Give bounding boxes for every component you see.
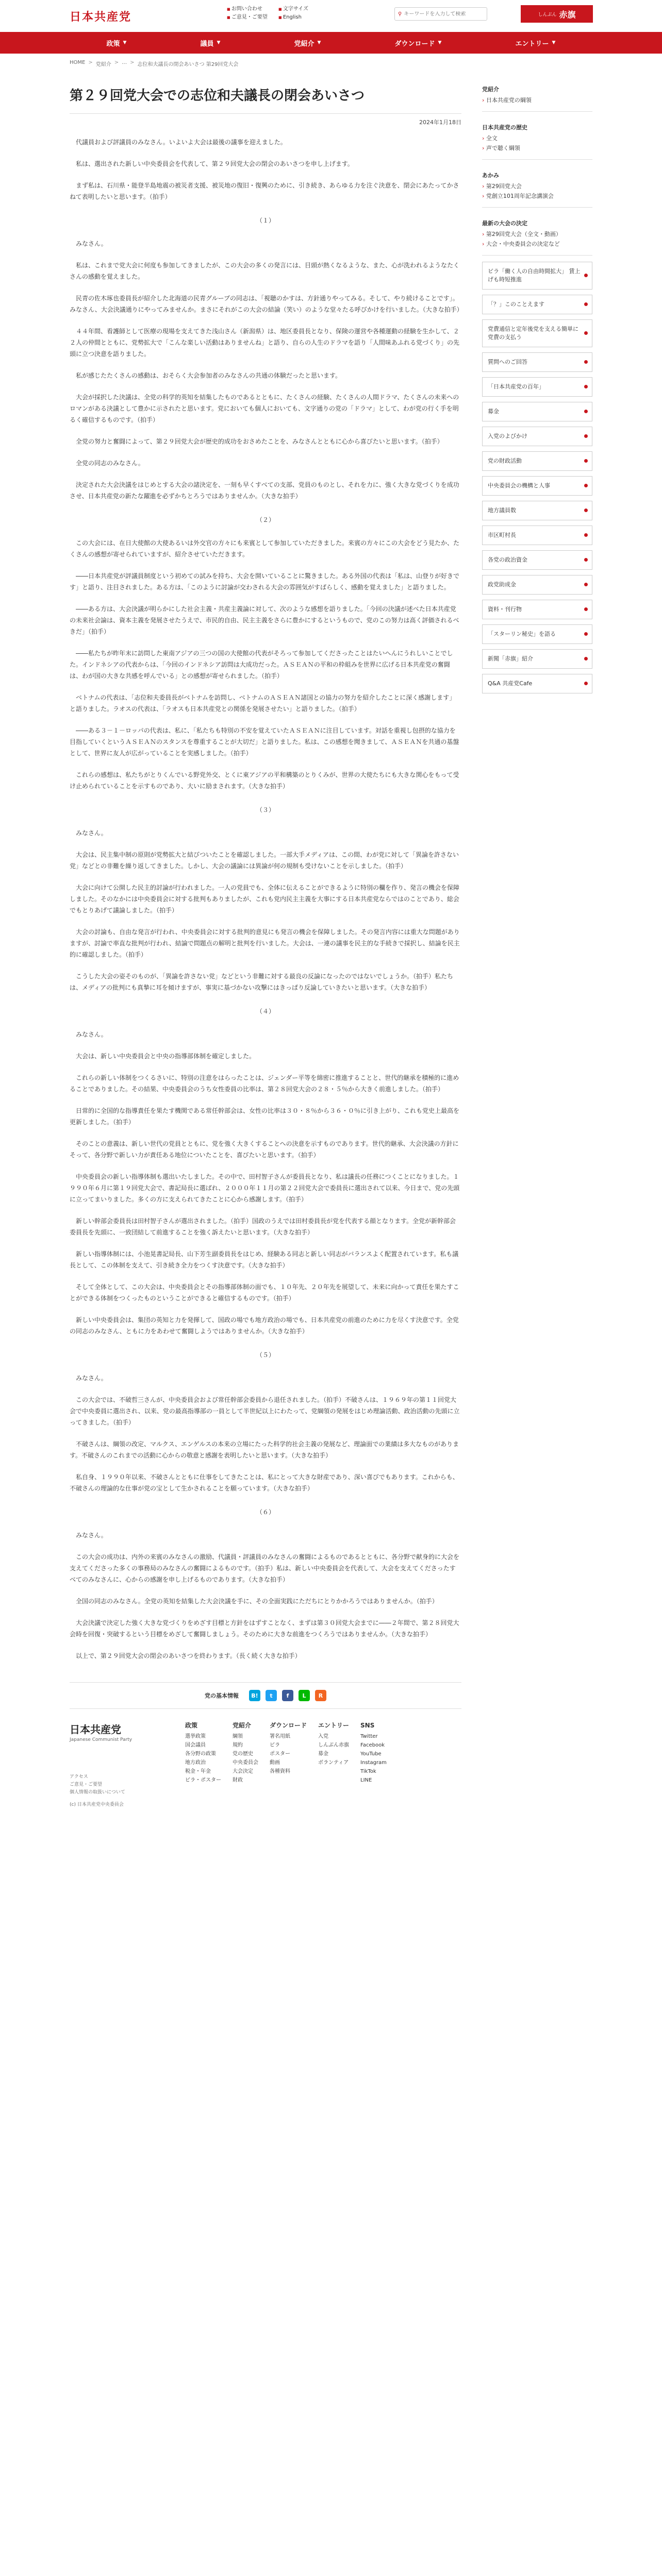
sidebar-banner[interactable]: 「？」このことえます: [482, 295, 592, 314]
article-paragraph: ４４年間、看護師として医療の現場を支えてきた浅山さん（新潟県）は、地区委員長となり、保険の運営や各種運動の経験を生かして、２２人の仲間とともに、党勢拡大で「こんな楽しい活動はありませんね」と語り、自らの人生のドラマを語り「人間味あふれる党づくり」の先頭に立つ決意を語りました。: [70, 328, 460, 358]
breadcrumb-item[interactable]: 党紹介: [95, 62, 111, 67]
article-paragraph: こうした大会の姿そのものが、「異論を許さない党」などという非難に対する最良の反論になったのではないでしょうか。（拍手）私たちは、メディアの批判にも真摯に耳を傾けますが、事実に基づかない攻撃にはきっぱり反論していきたいと思います。（大きな拍手）: [70, 973, 454, 991]
akahata-sub: しんぶん: [538, 12, 557, 18]
main-nav: [0, 32, 662, 54]
akahata-label: 赤旗: [559, 9, 576, 20]
sidebar-link[interactable]: › 大会・中央委員会の決定など: [482, 239, 592, 249]
footer-link[interactable]: ビラ・ポスター: [185, 1777, 221, 1783]
sidebar-banner[interactable]: ビラ「働く人の自由時間拡大」 賃上げも時短推進: [482, 262, 592, 290]
share-label: 党の基本情報: [205, 1692, 239, 1699]
header-link[interactable]: ■ 文字サイズ: [278, 5, 330, 13]
hatena-icon[interactable]: B!: [249, 1690, 260, 1701]
sidebar-link[interactable]: › 第29回党大会（全文・動画）: [482, 229, 592, 239]
article-paragraph: 私は、選出された新しい中央委員会を代表して、第２９回党大会の閉会のあいさつを申し上げます。: [76, 160, 354, 167]
article-paragraph: これらの新しい体制をつくるさいに、特別の注意をはらったことは、ジェンダー平等を綿密に推進することと、世代的継承を積極的に進めることでありました。その結果、中央委員会のうち女性委員の比率は、第２８回党大会の２８・５％から大きく前進しました。（拍手）: [70, 1074, 459, 1093]
chevron-down-icon: ▼: [123, 40, 127, 45]
article-paragraph: この大会では、不破哲三さんが、中央委員会および常任幹部会委員から退任されました。（拍手）不破さんは、１９６９年の第１１回党大会で中央委員に選出され、以来、党の最高指導部の一員として半世紀以上にわたって、党綱領の発展をはじめ理論活動、政治活動の先頭に立ってきました。（拍手）: [70, 1396, 460, 1426]
sidebar-link[interactable]: › 日本共産党の綱領: [482, 95, 592, 105]
twitter-icon[interactable]: t: [266, 1690, 277, 1701]
sidebar-link[interactable]: › 第29回党大会: [482, 181, 592, 191]
article-paragraph: 大会は、新しい中央委員会と中央の指導部体制を確定しました。: [76, 1053, 256, 1060]
sidebar-banner[interactable]: 質問へのご回答: [482, 352, 592, 372]
nav-policy[interactable]: 政策 ▼: [106, 40, 127, 48]
footer-link[interactable]: 党の歴史: [233, 1751, 253, 1757]
article-paragraph: この大会には、在日大使館の大使あるいは外交官の方々にも来賓として参加していただきました。来賓の方々にこの大会をどう見たか、たくさんの感想が寄せられていますが、紹介させていただきます。: [70, 539, 460, 558]
article-paragraph: ――ある３－１－ロッパの代表は、私に、「私たちも特別の不安を覚えていたＡＳＥＡＮに注目しています。対話を重視し包摂的な協力を目指していくというＡＳＥＡＮのスタンスを尊重することが大切だ」と語りました。私は、この感想を聞きまして、ＡＳＥＡＮを共通の基盤として、世界に友人が広がっていることを実感しました。（拍手）: [70, 727, 459, 757]
sidebar-banner[interactable]: 入党のよびかけ: [482, 427, 592, 446]
sidebar-banner[interactable]: 「スターリン秘史」を語る: [482, 624, 592, 644]
footer-column: [360, 1721, 387, 1807]
section-number: （２）: [256, 516, 275, 523]
footer-link[interactable]: YouTube: [360, 1751, 382, 1757]
article-date: 2024年1月18日: [419, 119, 461, 126]
footer-link[interactable]: TikTok: [360, 1769, 376, 1774]
footer-link[interactable]: 募金: [318, 1751, 329, 1757]
article-paragraph: 民青の佐木琢也委員長が紹介した北海道の民青グループの同志は、「視聴のかすは、方針通りやってみる。そして、やり続けることです」。みなさん、大会決議通りにやってみませんか。まさにそれがこの大会の結論（笑い）のような堂々たる呼びかけを行いました。（大きな拍手）: [70, 295, 463, 313]
nav-members[interactable]: 議員 ▼: [200, 40, 221, 48]
facebook-icon[interactable]: f: [282, 1690, 293, 1701]
article-paragraph: これらの感想は、私たちがとりくんでいる野党外交、とくに東アジアの平和構築のとりくみが、世界の大使たちにも大きな関心をもって受け止められていることを示すものであり、大いに励まされます。（大きな拍手）: [70, 771, 459, 790]
footer-link[interactable]: 国会議員: [185, 1742, 206, 1748]
chevron-down-icon: ▼: [552, 40, 556, 45]
footer-link[interactable]: 入党: [318, 1734, 329, 1739]
article-paragraph: 中央委員会の新しい指導体制も選出いたしました。その中で、田村智子さんが委員長となり、私は議長の任務につくことになりました。１９９０年６月に第１９回党大会で、書記局長に選ばれ、２０００年１１月の第２２回党大会で委員長に選出されて以来、今日まで、党の先頭に立ってまいりました。多くの方に支えられてきたことに心から感謝します。（拍手）: [70, 1173, 460, 1203]
sidebar-banner[interactable]: 政党助成金: [482, 575, 592, 595]
footer-link[interactable]: 税金・年金: [185, 1769, 211, 1774]
article-paragraph: みなさん。: [76, 1375, 107, 1382]
article-paragraph: 大会決議で決定した強く大きな党づくりをめざす目標と方針をはずすことなく、まずは第３０回党大会までに――２年間で、第２８回党大会時を回復・突破するという目標をめざして奮闘しましょう。そのために大きな前進をつくろうではありませんか。（大きな拍手）: [70, 1619, 459, 1638]
sidebar-section: 日本共産党の歴史 › 全文 › 声で聴く綱領: [482, 118, 592, 160]
sidebar-banner[interactable]: 党の財政活動: [482, 451, 592, 471]
line-icon[interactable]: L: [299, 1690, 310, 1701]
footer-link[interactable]: ポスター: [270, 1751, 290, 1757]
header-link[interactable]: ■ ご意見・ご要望: [227, 13, 278, 22]
article-paragraph: 全党の同志のみなさん。: [76, 460, 144, 467]
article-paragraph: そして全体として、この大会は、中央委員会とその指導部体制の面でも、１０年先、２０年先を展望して、未来に向かって責任を果たすことができる体制をつくったものということができると確信するものです。（拍手）: [70, 1283, 459, 1302]
footer-link[interactable]: ボランティア: [318, 1760, 349, 1766]
sidebar-link[interactable]: › 全文: [482, 133, 592, 143]
sidebar-banners: [482, 262, 592, 693]
section-number: （３）: [256, 806, 275, 814]
footer-links[interactable]: アクセス ご意見・ご要望 個人情報の取扱いについて: [70, 1774, 125, 1795]
site-header: [0, 0, 662, 32]
breadcrumb-item[interactable]: …: [122, 60, 127, 65]
article-paragraph: そのことの意義は、新しい世代の党員とともに、党を強く大きくすることへの決意を示すものであります。世代的継承、大会決議の方針にそって、各分野で新しい力が責任ある地位についたことを、喜びたいと思います。（拍手）: [70, 1140, 459, 1159]
sidebar-section: 最新の大会の決定 › 第29回党大会（全文・動画） › 大会・中央委員会の決定など: [482, 214, 592, 256]
breadcrumb-current: 志位和夫議長の閉会あいさつ 第29回党大会: [137, 62, 239, 67]
article-paragraph: 不破さんは、綱領の改定、マルクス、エンゲルスの本来の立場にたった科学的社会主義の発展など、理論面での業績は多大なものがあります。不破さんのこれまでの活動に心からの敬意と感謝を表明したいと思います。（大きな拍手）: [70, 1440, 459, 1459]
nav-entry[interactable]: エントリー ▼: [515, 40, 556, 48]
footer-column: [185, 1721, 221, 1807]
article-paragraph: ――ある方は、大会決議が明らかにした社会主義・共産主義論に対して、次のような感想を語りました。「今回の決議が述べた日本共産党の未来社会論は、資本主義を発展させたうえで、市民的自由、民主主義をさらに豊かにするというもので、党のこの努力は高く評価されるべきだ」（拍手）: [70, 605, 459, 635]
search-box: [394, 7, 487, 21]
section-number: （６）: [256, 1509, 275, 1516]
sidebar: [482, 74, 592, 1709]
sidebar-section: 党紹介 › 日本共産党の綱領: [482, 80, 592, 112]
sidebar-banner[interactable]: Q&A 共産党Cafe: [482, 674, 592, 693]
sidebar-link[interactable]: › 声で聴く綱領: [482, 143, 592, 153]
footer-link[interactable]: Facebook: [360, 1742, 385, 1748]
section-number: （１）: [256, 217, 275, 224]
search-input[interactable]: [404, 11, 481, 17]
footer-link[interactable]: Twitter: [360, 1734, 378, 1739]
article-paragraph: 新しい中央委員会は、集団の英知と力を発揮して、国政の場でも地方政治の場でも、日本共産党の前進のために力を尽くす決意です。全党の同志のみなさん、ともに力をあわせて奮闘しようではありませんか。（大きな拍手）: [70, 1316, 459, 1335]
footer-link[interactable]: 選挙政策: [185, 1734, 206, 1739]
breadcrumb-item[interactable]: HOME: [70, 60, 86, 65]
footer-column-title: エントリー: [318, 1722, 350, 1729]
sidebar-banner[interactable]: 市区町村長: [482, 526, 592, 545]
footer-link[interactable]: 各種資料: [270, 1769, 290, 1774]
footer-link[interactable]: しんぶん赤旗: [318, 1742, 350, 1748]
share-bar: [70, 1682, 461, 1709]
article-paragraph: ベトナムの代表は、「志位和夫委員長がベトナムを訪問し、ベトナムのＡＳＥＡＮ諸国との協力の努力を紹介したことに深く感謝します」と語りました。ラオスの代表は、「ラオスも日本共産党との関係を発展させたい」と語りました。（拍手）: [70, 694, 456, 713]
chevron-down-icon: ▼: [217, 40, 221, 45]
footer-column: [233, 1721, 258, 1807]
article-paragraph: 代議員および評議員のみなさん。いよいよ大会は最後の議事を迎えました。: [76, 139, 287, 146]
article-paragraph: 決定された大会決議をはじめとする大会の諸決定を、一刻も早くすべての支部、党員のものとし、それを力に、強く大きな党づくりを成功させ、日本共産党の新たな躍進を必ずかちとろうではありませんか。（大きな拍手）: [70, 481, 459, 500]
section-number: （５）: [256, 1351, 275, 1359]
akahata-button[interactable]: [521, 5, 593, 23]
footer-logo-sub: Japanese Communist Party: [70, 1737, 133, 1742]
site-logo[interactable]: 日本共産党: [70, 10, 132, 24]
article-paragraph: 私は、これまで党大会に何度も参加してきましたが、この大会の多くの発言には、目頭が熱くなるような、また、心が洗われるようなたくさんの感動を覚えました。: [70, 262, 460, 280]
article-paragraph: 新しい指導体制には、小池晃書記局長、山下芳生副委員長をはじめ、経験ある同志と新しい同志がバランスよく配置されています。私も議長として、この体制を支えて、引き続き全力をつくす決意です。（大きな拍手）: [70, 1250, 459, 1269]
article-paragraph: みなさん。: [76, 1532, 107, 1539]
sidebar-banner[interactable]: 中央委員会の機構と人事: [482, 476, 592, 496]
article-paragraph: みなさん。: [76, 240, 107, 247]
footer-link[interactable]: LINE: [360, 1777, 372, 1783]
sidebar-banner[interactable]: 各党の政治資金: [482, 550, 592, 570]
footer-link[interactable]: 地方政治: [185, 1760, 206, 1766]
footer-column-title: 党紹介: [233, 1722, 252, 1729]
article-body: [70, 137, 461, 1662]
article-paragraph: 全党の努力と奮闘によって、第２９回党大会が歴史的成功をおさめたことを、みなさんとともに心から喜びたいと思います。（拍手）: [76, 438, 443, 445]
article-paragraph: みなさん。: [76, 1031, 107, 1038]
section-number: （４）: [256, 1008, 275, 1015]
breadcrumb: HOME > 党紹介 > … > 志位和夫議長の閉会あいさつ 第29回党大会: [70, 60, 239, 67]
article-paragraph: この大会の成功は、内外の来賓のみなさんの激励、代議員・評議員のみなさんの奮闘によるものであるとともに、各分野で献身的に大会を支えてくださった多くの事務局のみなさんの奮闘によるものです。（拍手）私は、新しい中央委員会を代表して、大会を支えてくださったすべてのみなさんに、心からの感謝を申し上げるものであります。（大きな拍手）: [70, 1553, 460, 1583]
sidebar-link[interactable]: › 党創立101周年記念講演会: [482, 191, 592, 201]
article-paragraph: 大会に向けて公開した民主的討論が行われました。一人の党員でも、全体に伝えることができるように特別の欄を作り、発言の機会を保障しました。そのなかには中央委員会に対する批判もありましたが、これも党内民主主義を大事にする日本共産党ならではのことであり、総会でもとりあげて議論しました。（拍手）: [70, 884, 460, 914]
footer-column: [270, 1721, 307, 1807]
footer-column-title: 政策: [185, 1722, 198, 1729]
footer-link[interactable]: Instagram: [360, 1760, 387, 1766]
chevron-down-icon: ▼: [317, 40, 321, 45]
copyright: (c) 日本共産党中央委員会: [70, 1802, 124, 1807]
sidebar-banner[interactable]: 募金: [482, 402, 592, 421]
article-paragraph: 大会は、民主集中制の原則が党勢拡大と結びついたことを確認しました。一部大手メディアは、この間、わが党に対して「異論を許さない党」などとの非難を繰り返してきました。しかし、大会の議論には異論が何の規制も受けないことを示しました。（拍手）: [70, 851, 459, 870]
footer-logo[interactable]: 日本共産党: [70, 1723, 121, 1736]
sidebar-banner[interactable]: 地方議員数: [482, 501, 592, 520]
header-link[interactable]: ■ English: [278, 13, 330, 22]
page-title: 第２９回党大会での志位和夫議長の閉会あいさつ: [70, 74, 461, 114]
article-paragraph: 大会の討論も、自由な発言が行われ、中央委員会に対する批判的意見にも発言の機会を保障しました。その発言内容には重大な問題がありますが、討論で率直な批判が行われ、結論で問題点の解明と批判を行いました。大会は、一連の議事を民主的な手続きで採択し、結論を民主的に確認しました。（拍手）: [70, 928, 460, 958]
article-paragraph: 大会が採択した決議は、全党の科学的英知を結集したものであるとともに、たくさんの経験、たくさんの人間ドラマ、たくさんの未来へのロマンがある決議として豊かに示されたと思います。党においても個人においても、文字通りの党の「ドラマ」として、わが党の行く手を明るく確信するものです。（拍手）: [70, 394, 459, 423]
footer-link[interactable]: 中央委員会: [233, 1760, 258, 1766]
sidebar-banner[interactable]: 新聞「赤旗」紹介: [482, 649, 592, 669]
header-link[interactable]: ■ お問い合わせ: [227, 5, 278, 13]
sidebar-banner[interactable]: 「日本共産党の百年」: [482, 377, 592, 397]
article-paragraph: ――私たちが昨年末に訪問した東南アジアの三つの国の大使館の代表がそろって参加してくださったことはたいへんにうれしいことでした。インドネシアの代表からは、「今回のインドネシア訪問は大成功だった。ＡＳＥＡＮの平和の枠組みを世界に広げる日本共産党の奮闘は、わが国の大きな共感を呼んでいる」との感想が寄せられました。（拍手）: [70, 650, 453, 680]
rss-icon[interactable]: R: [315, 1690, 326, 1701]
article-paragraph: ――日本共産党が評議員制度という初めての試みを持ち、大会を開いていることに驚きました。ある外国の代表は「私は、山登りが好きです」と語り、注目されました。ある方は、「このように討論が交わされる大会の雰囲気がすばらしく、感動を覚えました」と語りました。: [70, 572, 460, 591]
footer-link[interactable]: 動画: [270, 1760, 280, 1766]
footer-column-title: ダウンロード: [270, 1722, 307, 1729]
article-paragraph: 日常的に全国的な指導責任を果たす機関である常任幹部会は、女性の比率は３０・８％から３６・０％に引き上がり、これも党史上最高を更新しました。（拍手）: [70, 1107, 460, 1126]
footer-column-title: SNS: [360, 1722, 375, 1729]
article-paragraph: まず私は、石川県・能登半島地震の被災者支援、被災地の復旧・復興のために、引き続き、あらゆる力を注ぐ決意を、閉会にあたってかさねて表明したいと思います。（拍手）: [70, 182, 459, 200]
article-paragraph: 私自身、１９９０年以来、不破さんとともに仕事をしてきたことは、私にとって大きな財産であり、深い喜びでもあります。これからも、不破さんの理論的な仕事が党の宝として生かされることを願っています。（大きな拍手）: [70, 1473, 459, 1492]
sidebar-section: あかみ › 第29回党大会 › 党創立101周年記念講演会: [482, 166, 592, 208]
chevron-down-icon: ▼: [438, 40, 442, 45]
footer-link[interactable]: 各分野の政策: [185, 1751, 216, 1757]
article-paragraph: 新しい幹部会委員長は田村智子さんが選出されました。（拍手）国政のうえでは田村委員長が党を代表する顔となります。全党が新幹部会委員長を先頭に、一致団結して前進することを強く訴えたいと思います。（大きな拍手）: [70, 1217, 456, 1236]
search-icon[interactable]: ⚲: [398, 11, 402, 17]
nav-about[interactable]: 党紹介 ▼: [294, 40, 321, 48]
article-paragraph: 全国の同志のみなさん。全党の英知を結集した大会決議を手に、その全面実践にただちにとりかかろうではありませんか。（拍手）: [76, 1598, 438, 1605]
header-links: [227, 5, 330, 22]
sidebar-banner[interactable]: 党費通信と定年後党を支える簡単に党費の支払う: [482, 319, 592, 347]
site-footer: [0, 1709, 662, 1828]
article: [70, 74, 461, 1709]
article-paragraph: 以上で、第２９回党大会の閉会のあいさつを終わります。（長く続く大きな拍手）: [76, 1652, 301, 1659]
footer-link[interactable]: 署名用紙: [270, 1734, 290, 1739]
article-paragraph: 私が感じたたくさんの感動は、おそらく大会参加者のみなさんの共通の体験だったと思います。: [76, 372, 342, 379]
footer-link[interactable]: ビラ: [270, 1742, 280, 1748]
article-paragraph: みなさん。: [76, 829, 107, 837]
footer-column: [318, 1721, 349, 1807]
sidebar-banner[interactable]: 資料・刊行物: [482, 600, 592, 619]
footer-link[interactable]: 大会決定: [233, 1769, 253, 1774]
footer-link[interactable]: 財政: [233, 1777, 243, 1783]
footer-link[interactable]: 規約: [233, 1742, 243, 1748]
footer-link[interactable]: 綱領: [233, 1734, 243, 1739]
nav-download[interactable]: ダウンロード ▼: [394, 40, 442, 48]
